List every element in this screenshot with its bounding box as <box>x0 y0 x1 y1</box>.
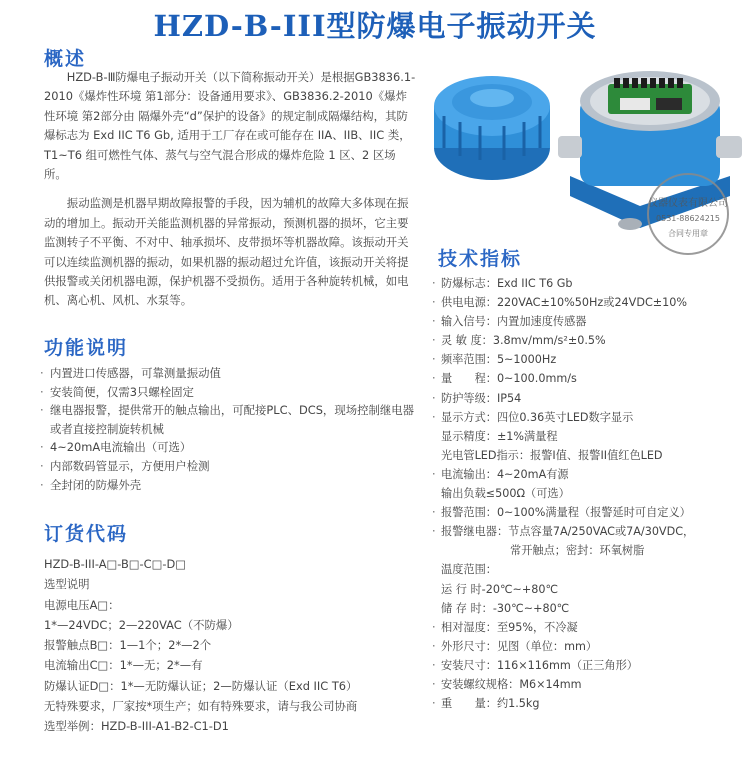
spec-item: · 外形尺寸：见图（单位：mm） <box>432 637 742 656</box>
stamp-label: 合同专用章 <box>668 229 708 238</box>
function-item: · 安装简便，仅需3只螺栓固定 <box>40 383 416 402</box>
spec-item: · 防护等级：IP54 <box>432 389 742 408</box>
spec-item: · 安装螺纹规格：M6×14mm <box>432 675 742 694</box>
functions-heading: 功能说明 <box>44 337 129 359</box>
order-line: 电流输出C□：1*—无；2*—有 <box>44 658 203 673</box>
function-item: · 全封闭的防爆外壳 <box>40 476 416 495</box>
function-item: · 内部数码管显示，方便用户检测 <box>40 457 416 476</box>
order-heading: 订货代码 <box>44 523 129 545</box>
overview-heading: 概述 <box>44 48 87 70</box>
order-line: 防爆认证D□：1*—无防爆认证；2—防爆认证（Exd IIC T6） <box>44 678 358 693</box>
spec-item: · 量 程：0~100.0mm/s <box>432 369 742 388</box>
device-cap <box>434 76 550 180</box>
spec-item: · 安装尺寸：116×116mm（正三角形） <box>432 656 742 675</box>
spec-item: · 相对湿度：至95%，不冷凝 <box>432 618 742 637</box>
spec-item: · 重 量：约1.5kg <box>432 694 742 713</box>
overview-paragraph-1: HZD-B-Ⅲ防爆电子振动开关（以下简称振动开关）是根据GB3836.1-2010《爆炸性环境 第1部分：设备通用要求》、GB3836.2-2010《爆炸性环境 第2部分由 隔爆外壳“d”保护的设备》的规定制成隔爆结构，其防爆标志为 Exd IIC T6 Gb, 适用于工厂存在或可能存在 IIA、IIB、IIC 类，T1~T6 组可燃性气体、蒸气与空气混合形成的爆炸危险 1 区、2 区场所。 <box>44 70 416 182</box>
spec-item: 运 行 时-20℃~+80℃ <box>441 582 559 596</box>
order-line: 1*—24VDC；2—220VAC（不防爆） <box>44 617 239 632</box>
spec-item: · 报警范围：0~100%满量程（报警延时可自定义） <box>432 503 742 522</box>
page-title: HZD-B-III型防爆电子振动开关 <box>153 9 597 43</box>
spec-item: · 供电电源：220VAC±10%50Hz或24VDC±10% <box>432 293 742 312</box>
specs-heading: 技术指标 <box>438 248 523 270</box>
overview-text <box>44 68 416 311</box>
order-line: 选型说明 <box>44 577 90 592</box>
spec-item: · 电流输出：4~20mA有源 <box>432 465 742 484</box>
spec-item: 常开触点；密封：环氧树脂 <box>510 544 645 558</box>
spec-item: 温度范围： <box>441 563 497 577</box>
spec-item: 储 存 时：-30℃~+80℃ <box>441 601 570 615</box>
order-line: 电源电压A□： <box>44 597 120 612</box>
overview-paragraph-2: 振动监测是机器早期故障报警的手段，因为辅机的故障大多体现在振动的增加上。振动开关能监测机器的异常振动，预测机器的损坏，它主要监测转子不平衡、不对中、轴承损坏、皮带损坏等机器故障。该振动开关可以连续监测机器的振动，如果机器的振动超过允许值，该振动开关将提供报警或关闭机器电源，保护机器不受损伤。适用于各种旋转机械，如电机、离心机、风机、水泵等。 <box>44 196 409 308</box>
spec-item: 光电管LED指示：报警I值、报警II值红色LED <box>441 448 663 462</box>
spec-item: 显示精度：±1%满量程 <box>441 429 558 443</box>
spec-item: · 频率范围：5~1000Hz <box>432 350 742 369</box>
functions-list <box>40 364 416 494</box>
stamp-text: 仪器仪表有限公司 <box>648 198 728 209</box>
order-line: 无特殊要求，厂家按*项生产；如有特殊要求，请与我公司协商 <box>44 699 358 714</box>
function-item: · 内置进口传感器，可靠测量振动值 <box>40 364 416 383</box>
product-photo <box>430 56 750 256</box>
spec-item: 输出负载≤500Ω（可选） <box>441 487 570 501</box>
specs-list <box>432 274 742 713</box>
order-line: 选型举例：HZD-B-III-A1-B2-C1-D1 <box>44 719 229 734</box>
function-item: · 4~20mA电流输出（可选） <box>40 438 416 457</box>
spec-item: · 报警继电器：节点容量7A/250VAC或7A/30VDC， <box>432 522 742 541</box>
spec-item: · 灵 敏 度：3.8mv/mm/s²±0.5% <box>432 331 742 350</box>
order-line: HZD-B-III-A□-B□-C□-D□ <box>44 557 187 571</box>
order-list <box>44 554 424 737</box>
function-item: · 继电器报警，提供常开的触点输出，可配接PLC、DCS，现场控制继电器或者直接控制旋转机械 <box>40 401 416 438</box>
spec-item: · 显示方式：四位0.36英寸LED数字显示 <box>432 408 742 427</box>
stamp-phone: 0531-88624215 <box>656 214 720 223</box>
spec-item: · 输入信号：内置加速度传感器 <box>432 312 742 331</box>
order-line: 报警触点B□：1—1个；2*—2个 <box>44 638 212 653</box>
spec-item: · 防爆标志：Exd IIC T6 Gb <box>432 274 742 293</box>
